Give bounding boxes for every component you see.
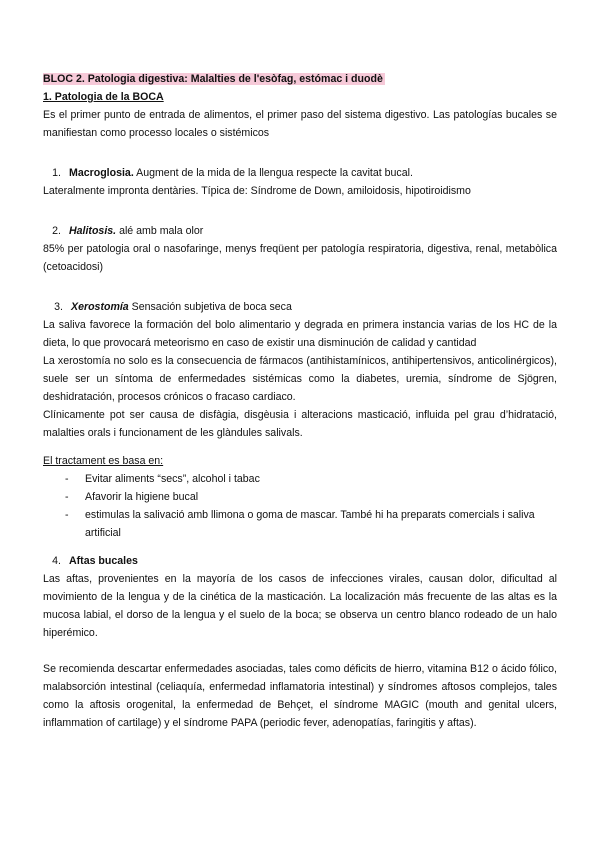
- item-number: 4.: [52, 555, 61, 567]
- item-description: Augment de la mida de la llengua respecte la cavitat bucal.: [136, 167, 413, 179]
- item-heading: [43, 222, 557, 240]
- section-title: 1. Patologia de la BOCA: [43, 91, 164, 103]
- bloc-title-line: [43, 70, 557, 88]
- dash-bullet: -: [65, 491, 69, 503]
- dash-bullet: -: [65, 473, 69, 485]
- document-content: [43, 70, 557, 732]
- section-intro: Es el primer punto de entrada de alimentos, el primer paso del sistema digestivo. Las patologías bucales se manifiestan como processo locales o sistémicos: [43, 109, 557, 139]
- item-number: 2.: [52, 225, 61, 237]
- item-paragraph: La saliva favorece la formación del bolo alimentario y degrada en primera instancia varias de los HC de la dieta, lo que provocará meteorismo en caso de existir una disminución de calidad y cantidad: [43, 319, 557, 349]
- item-xerostomia: [43, 298, 557, 542]
- item-term: Xerostomía: [71, 301, 129, 313]
- item-description: alé amb mala olor: [119, 225, 204, 237]
- list-item: - estimulas la salivació amb llimona o goma de mascar. També hi ha preparats comercials i saliva artificial: [43, 506, 557, 542]
- item-paragraph: Clínicamente pot ser causa de disfàgia, disgèusia i alteracions masticació, influida pel grau d’hidratació, malalties orals i funcionament de les glàndules salivals.: [43, 409, 557, 439]
- dash-bullet: -: [65, 509, 69, 521]
- item-paragraph: Se recomienda descartar enfermedades asociadas, tales como déficits de hierro, vitamina B12 o ácido fólico, malabsorción intestinal (celiaquía, enfermedad inflamatoria intestinal) y síndromes aftosos complejos, tales como la aftosis orogenital, la enfermedad de Behçet, el síndrome MAGIC (mouth and genital ulcers, inflammation of cartilage) y el síndrome PAPA (periodic fever, adenopatías, faringitis y aftas).: [43, 663, 557, 729]
- item-halitosis: [43, 222, 557, 276]
- treatment-title: El tractament es basa en:: [43, 455, 164, 467]
- item-term: Halitosis.: [69, 225, 117, 237]
- item-paragraph: 85% per patologia oral o nasofaringe, menys freqüent per patología respiratoria, digestiva, renal, metabòlica (cetoacidosi): [43, 243, 557, 273]
- item-description: Sensación subjetiva de boca seca: [131, 301, 292, 313]
- item-term: Aftas bucales: [69, 555, 138, 567]
- item-paragraph: La xerostomía no solo es la consecuencia de fármacos (antihistamínicos, antihipertensivos, anticolinérgicos), suele ser un síntoma de enfermedades sistémicas como la diabetes, uremia, síndrome de Sjögren, deshidratación, procesos crónicos o fracaso cardiaco.: [43, 355, 557, 403]
- treatment-list: [43, 470, 557, 542]
- bloc-title: BLOC 2. Patologia digestiva: Malalties de l'esòfag, estómac i duodè: [43, 73, 383, 85]
- item-aftas: [43, 552, 557, 732]
- section-boca: [43, 88, 557, 142]
- list-item: - Evitar aliments “secs”, alcohol i tabac: [43, 470, 557, 488]
- item-heading: [43, 298, 557, 316]
- item-macroglosia: [43, 164, 557, 200]
- item-paragraph: Lateralmente impronta dentàries. Típica de: Síndrome de Down, amiloidosis, hipotiroidismo: [43, 185, 471, 197]
- item-paragraph: Las aftas, provenientes en la mayoría de los casos de infecciones virales, causan dolor, dificultad al movimiento de la lengua y de la cinética de la masticación. La localización más frecuente de las altas es la mucosa labial, el dorso de la lengua y el suelo de la boca; se observa un centro blanco rodeado de un halo hiperémico.: [43, 573, 557, 639]
- item-number: 3.: [54, 301, 63, 313]
- item-term: Macroglosia.: [69, 167, 134, 179]
- item-heading: [43, 164, 557, 182]
- item-heading: [43, 552, 557, 570]
- item-number: 1.: [52, 167, 61, 179]
- list-item: - Afavorir la higiene bucal: [43, 488, 557, 506]
